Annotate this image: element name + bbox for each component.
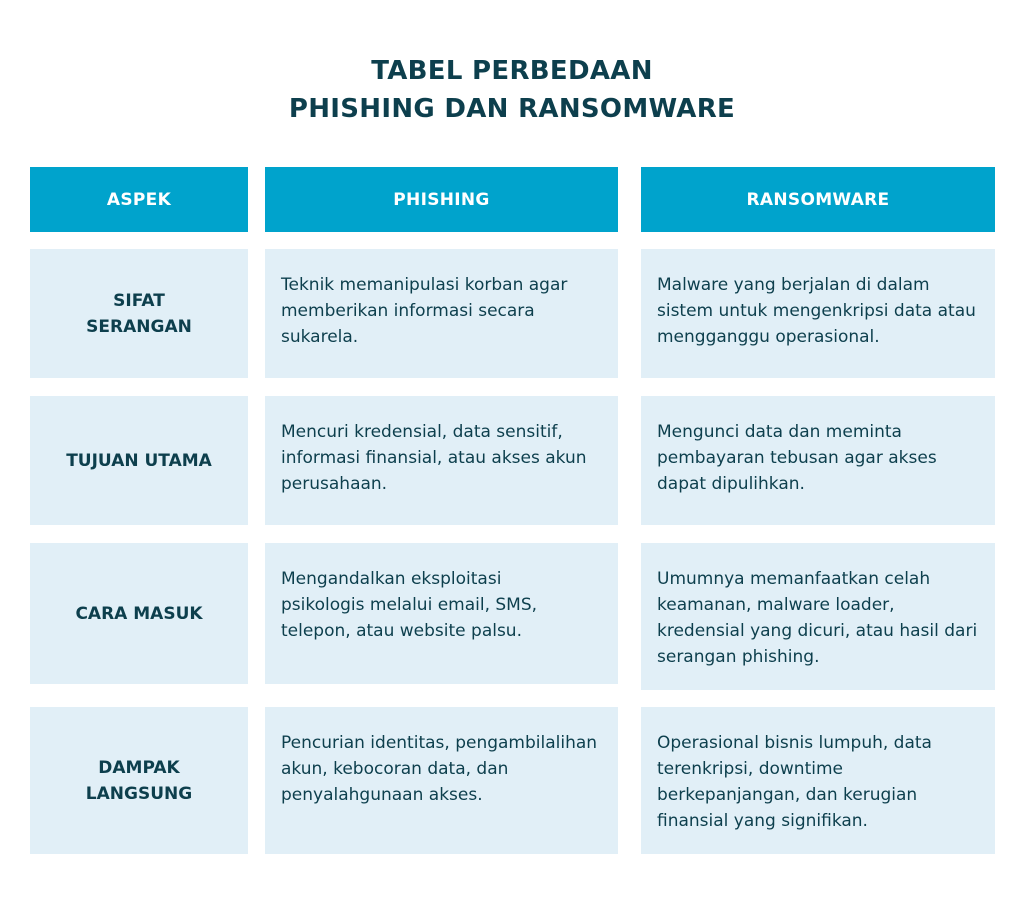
row-1-ransomware: Malware yang berjalan di dalam sistem untuk mengenkripsi data atau mengganggu operasional. (657, 275, 976, 347)
row-1-aspect-cell (30, 249, 248, 378)
row-3-ransomware: Umumnya memanfaatkan celah keamanan, malware loader, kredensial yang dicuri, atau hasil dari serangan phishing. (657, 569, 978, 667)
header-aspek: ASPEK (30, 167, 248, 232)
page-title (0, 52, 1024, 128)
row-4-aspect: DAMPAK LANGSUNG (85, 757, 193, 804)
title-line-2: PHISHING DAN RANSOMWARE (288, 94, 736, 124)
row-4-phishing: Pencurian identitas, pengambilalihan akun, kebocoran data, dan penyalahgunaan akses. (281, 733, 598, 805)
row-2-aspect: TUJUAN UTAMA (66, 450, 212, 471)
header-phishing: PHISHING (265, 167, 618, 232)
row-2-aspect-cell (30, 396, 248, 525)
row-1-phishing: Teknik memanipulasi korban agar memberikan informasi secara sukarela. (281, 275, 568, 347)
row-2-ransomware-cell (641, 396, 995, 525)
row-1-phishing-cell (265, 249, 618, 378)
row-4-aspect-cell (30, 707, 248, 854)
row-2-phishing-cell (265, 396, 618, 525)
row-3-aspect-cell (30, 543, 248, 684)
row-3-aspect: CARA MASUK (75, 603, 203, 624)
row-3-phishing: Mengandalkan eksploitasi psikologis melalui email, SMS, telepon, atau website palsu. (281, 569, 538, 641)
row-3-ransomware-cell (641, 543, 995, 690)
header-ransomware: RANSOMWARE (641, 167, 995, 232)
row-3-phishing-cell (265, 543, 618, 684)
row-2-phishing: Mencuri kredensial, data sensitif, informasi finansial, atau akses akun perusahaan. (281, 422, 587, 494)
row-4-phishing-cell (265, 707, 618, 854)
row-1-ransomware-cell (641, 249, 995, 378)
row-1-aspect: SIFAT SERANGAN (86, 290, 192, 337)
row-4-ransomware: Operasional bisnis lumpuh, data terenkripsi, downtime berkepanjangan, dan kerugian finansial yang signifikan. (657, 733, 932, 831)
row-4-ransomware-cell (641, 707, 995, 854)
row-2-ransomware: Mengunci data dan meminta pembayaran tebusan agar akses dapat dipulihkan. (657, 422, 937, 494)
title-line-1: TABEL PERBEDAAN (371, 56, 653, 86)
